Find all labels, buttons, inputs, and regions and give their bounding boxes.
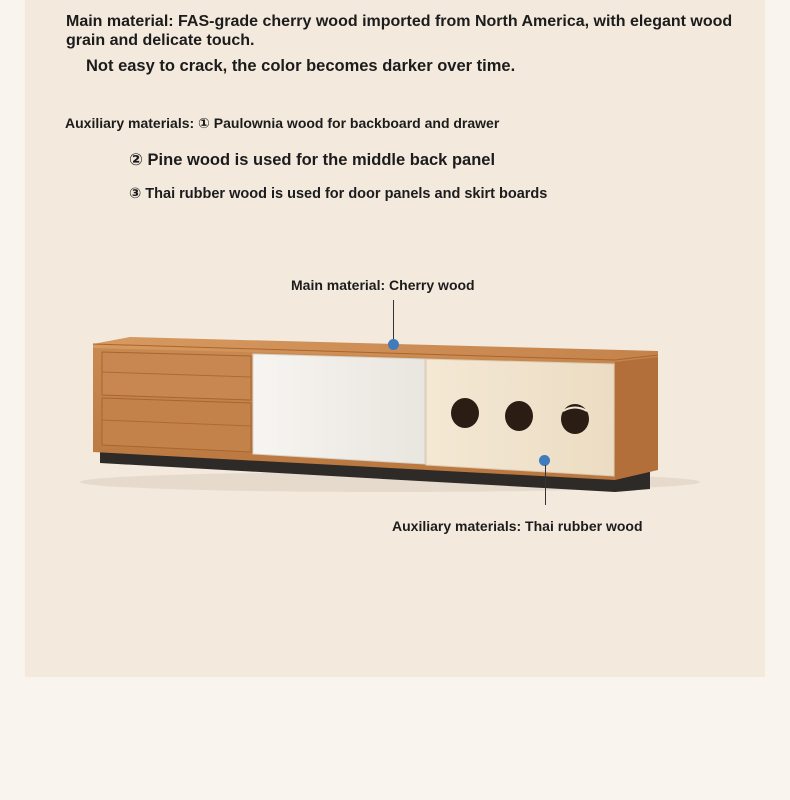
bottom-callout-label: Auxiliary materials: Thai rubber wood (392, 518, 643, 534)
cable-hole-1 (451, 398, 479, 428)
auxiliary-material-2: ② Pine wood is used for the middle back panel (129, 151, 496, 169)
top-callout-marker (388, 339, 399, 350)
auxiliary-material-3: ③ Thai rubber wood is used for door panels and skirt boards (129, 186, 548, 202)
main-material-text: Main material: FAS-grade cherry wood imported from North America, with elegant wood grain and delicate touch. (66, 13, 733, 49)
bottom-callout-line (545, 465, 546, 505)
white-sliding-door (253, 354, 425, 464)
main-material-note: Not easy to crack, the color becomes darker over time. (86, 57, 516, 75)
top-callout-label: Main material: Cherry wood (291, 277, 475, 293)
auxiliary-material-1: Auxiliary materials: ① Paulownia wood for backboard and drawer (65, 115, 500, 131)
cabinet-side-panel (615, 355, 658, 480)
cable-hole-2 (505, 401, 533, 431)
